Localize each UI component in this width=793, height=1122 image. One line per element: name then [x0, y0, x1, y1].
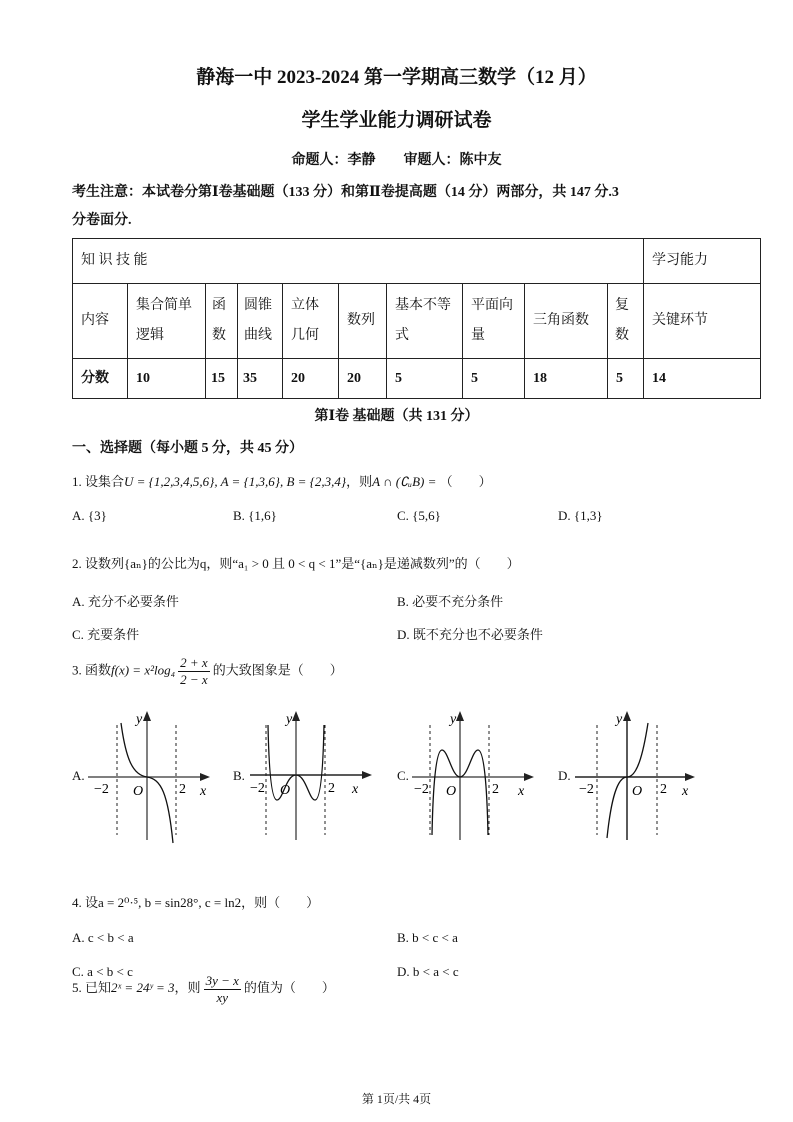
part-title: 一、选择题（每小题 5 分，共 45 分）: [72, 441, 303, 456]
q1-option-d[interactable]: D. {1,3}: [558, 508, 603, 523]
q3-option-d[interactable]: D.: [558, 768, 571, 783]
table-header-skills: 知 识 技 能: [73, 239, 644, 284]
q1-stem-mid: ，则: [346, 474, 373, 489]
q1-paren: （ ）: [439, 474, 492, 489]
y-label: y: [450, 712, 457, 727]
row-label-score: 分数: [73, 359, 128, 399]
q1-option-c[interactable]: C. {5,6}: [397, 508, 441, 523]
x-label: x: [200, 784, 207, 799]
q5-paren: 的值为（ ）: [243, 980, 335, 995]
col-name: 复数: [608, 284, 644, 359]
q3-option-b[interactable]: B.: [233, 768, 245, 783]
col-score: 14: [644, 359, 761, 399]
q5-fraction: [204, 973, 241, 1006]
two-label: 2: [179, 782, 186, 797]
q5-frac-num: 3y − x: [205, 972, 239, 988]
row-label-content: 内容: [73, 284, 128, 359]
x-label: x: [682, 784, 689, 799]
q4-option-d[interactable]: D. b < a < c: [397, 964, 459, 979]
q3-stem: 3. 函数: [72, 662, 112, 678]
q5-stem-mid: ，则: [174, 980, 201, 995]
authors: 命题人：李静 审题人：陈中友: [291, 153, 502, 168]
col-name: 立体几何: [283, 284, 339, 359]
x-label: x: [518, 784, 525, 799]
exam-subtitle: 学生学业能力调研试卷: [301, 110, 492, 131]
q1-math: U = {1,2,3,4,5,6}, A = {1,3,6}, B = {2,3,4}: [124, 474, 347, 489]
q3-option-a[interactable]: A.: [72, 768, 85, 783]
origin-label: O: [280, 783, 291, 798]
score-table: [72, 238, 761, 399]
col-score: 35: [238, 359, 283, 399]
q3-frac-num: 2 + x: [180, 655, 208, 670]
q3-frac-den: 2 − x: [180, 672, 208, 687]
graph-a[interactable]: [88, 705, 218, 845]
col-score: 10: [128, 359, 206, 399]
q5-frac-den: xy: [216, 989, 228, 1005]
q3-math: f(x) = x²log₄: [111, 662, 176, 678]
q2-option-d[interactable]: D. 既不充分也不必要条件: [397, 627, 543, 642]
q1-option-b[interactable]: B. {1,6}: [233, 508, 277, 523]
col-name: 函数: [206, 284, 238, 359]
question-1: [72, 471, 492, 490]
col-name: 圆锥曲线: [238, 284, 283, 359]
graph-c[interactable]: [412, 705, 542, 845]
question-5: [72, 970, 335, 1006]
question-2: 2. 设数列{aₙ}的公比为q，则“a₁ > 0 且 0 < q < 1”是“{aₙ}是递减数列”的（ ）: [72, 556, 520, 571]
col-name: 基本不等式: [387, 284, 463, 359]
origin-label: O: [133, 784, 144, 799]
q5-stem: 5. 已知: [72, 980, 112, 995]
q3-option-c[interactable]: C.: [397, 768, 409, 783]
section-title: 第Ⅰ卷 基础题（共 131 分）: [314, 409, 479, 424]
exam-title: 静海一中 2023-2024 第一学期高三数学（12 月）: [196, 67, 597, 88]
question-4: 4. 设a = 2⁰·⁵, b = sin28°, c = ln2，则（ ）: [72, 895, 320, 910]
col-score: 5: [608, 359, 644, 399]
q1-option-a[interactable]: A. {3}: [72, 508, 107, 523]
col-score: 5: [463, 359, 525, 399]
col-score: 15: [206, 359, 238, 399]
col-score: 5: [387, 359, 463, 399]
y-label: y: [616, 712, 623, 727]
col-name: 关键环节: [644, 284, 761, 359]
col-name: 平面向量: [463, 284, 525, 359]
neg-two-label: −2: [94, 782, 109, 797]
origin-label: O: [632, 784, 643, 799]
col-name: 集合简单逻辑: [128, 284, 206, 359]
x-label: x: [352, 782, 359, 797]
q2-option-a[interactable]: A. 充分不必要条件: [72, 594, 179, 609]
q1-stem: 1. 设集合: [72, 474, 125, 489]
q2-option-c[interactable]: C. 充要条件: [72, 627, 140, 642]
col-score: 18: [525, 359, 608, 399]
neg-two-label: −2: [250, 781, 265, 796]
q2-option-b[interactable]: B. 必要不充分条件: [397, 594, 504, 609]
neg-two-label: −2: [414, 782, 429, 797]
q1-math2: A ∩ (∁ᵤB) =: [372, 474, 437, 489]
col-score: 20: [283, 359, 339, 399]
y-label: y: [136, 712, 143, 727]
col-name: 数列: [339, 284, 387, 359]
two-label: 2: [660, 782, 667, 797]
question-3: [72, 655, 343, 688]
two-label: 2: [492, 782, 499, 797]
two-label: 2: [328, 781, 335, 796]
q4-option-b[interactable]: B. b < c < a: [397, 930, 458, 945]
origin-label: O: [446, 784, 457, 799]
table-header-ability: 学习能力: [644, 239, 761, 284]
col-score: 20: [339, 359, 387, 399]
graph-d[interactable]: [575, 705, 705, 845]
col-name: 三角函数: [525, 284, 608, 359]
graph-b[interactable]: [250, 705, 380, 845]
q5-math: 2ˣ = 24ʸ = 3: [111, 980, 175, 995]
q3-fraction: [178, 655, 210, 688]
q3-paren: 的大致图象是（ ）: [212, 662, 343, 678]
q4-option-c[interactable]: C. a < b < c: [72, 964, 133, 979]
page-footer: 第 1页/共 4页: [361, 1092, 432, 1106]
neg-two-label: −2: [579, 782, 594, 797]
y-label: y: [286, 712, 293, 727]
notice-line2: 分卷面分.: [72, 213, 132, 228]
q4-option-a[interactable]: A. c < b < a: [72, 930, 134, 945]
notice-line1: 考生注意：本试卷分第Ⅰ卷基础题（133 分）和第Ⅱ卷提高题（14 分）两部分，共 147 分.3: [72, 185, 619, 200]
